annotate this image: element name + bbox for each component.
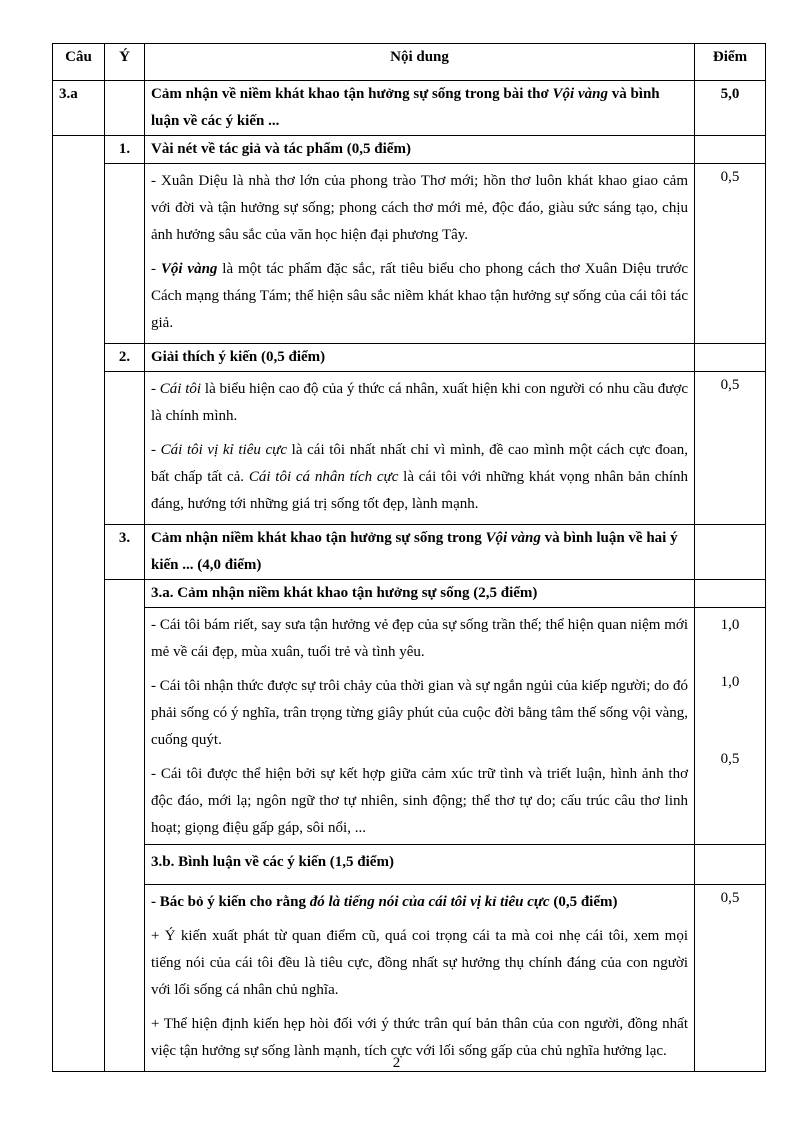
section-1-paragraph-1: - Xuân Diệu là nhà thơ lớn của phong trào Thơ mới; hồn thơ luôn khát khao giao cảm với đời và tận hưởng sự sống; phong cách thơ mới mẻ, độc đáo, giàu sức sáng tạo, chịu ảnh hưởng sâu sắc của văn học hiện đại phương Tây. <box>151 173 688 243</box>
section-3b-title: 3.b. Bình luận về các ý kiến (1,5 điểm) <box>145 845 695 885</box>
section-1-number: 1. <box>105 136 145 164</box>
section-1-content-row <box>53 164 766 344</box>
section-3b-content <box>145 885 695 1072</box>
section-3b-paragraph-2: + Ý kiến xuất phát từ quan điểm cũ, quá coi trọng cái ta mà coi nhẹ cái tôi, xem mọi tiếng nói của cái tôi đều là tiêu cực, đồng nhất sự hưởng thụ chính đáng của con người với lối sống cá nhân chủ nghĩa. <box>151 928 688 998</box>
section-1-paragraph-2: - Vội vàng là một tác phẩm đặc sắc, rất tiêu biểu cho phong cách thơ Xuân Diệu trước Cách mạng tháng Tám; thể hiện sâu sắc niềm khát khao tận hưởng sự sống của cái tôi tác giả. <box>151 261 688 331</box>
section-2-content-row <box>53 372 766 525</box>
page-number: 2 <box>392 1055 401 1071</box>
section-3-title-row <box>53 525 766 580</box>
answer-key-table <box>52 43 766 1072</box>
section-2-score: 0,5 <box>695 372 766 525</box>
section-3b-paragraph-3: + Thể hiện định kiến hẹp hòi đối với ý thức trân quí bản thân của con người, đồng nhất việc tận hưởng sự sống lành mạnh, tích cực với lối sống gấp của chủ nghĩa hưởng lạc. <box>151 1016 688 1059</box>
section-2-paragraph-1: - Cái tôi là biểu hiện cao độ của ý thức cá nhân, xuất hiện khi con người có nhu cầu được là chính mình. <box>151 381 688 424</box>
section-3a-content-row <box>53 608 766 845</box>
header-y: Ý <box>105 44 145 81</box>
section-1-content <box>145 164 695 344</box>
section-3a-score-1: 1,0 <box>720 617 740 633</box>
section-2-title: Giải thích ý kiến (0,5 điểm) <box>145 344 695 372</box>
section-3a-content <box>145 608 695 845</box>
section-3-title: Cảm nhận niềm khát khao tận hưởng sự sống trong Vội vàng và bình luận về hai ý kiến ... (4,0 điểm) <box>145 525 695 580</box>
question-title: Cảm nhận về niềm khát khao tận hưởng sự sống trong bài thơ Vội vàng và bình luận về các ý kiến ... <box>145 81 695 136</box>
section-3b-content-row <box>53 885 766 1072</box>
section-3a-paragraph-1: - Cái tôi bám riết, say sưa tận hưởng vẻ đẹp của sự sống trần thế; thể hiện quan niệm mới mẻ về cái đẹp, mùa xuân, tuổi trẻ và tình yêu. <box>151 617 688 660</box>
section-3a-title: 3.a. Cảm nhận niềm khát khao tận hưởng sự sống (2,5 điểm) <box>145 580 695 608</box>
section-3b-title-row <box>53 845 766 885</box>
section-1-score: 0,5 <box>695 164 766 344</box>
section-3a-title-row <box>53 580 766 608</box>
section-1-title: Vài nét về tác giả và tác phẩm (0,5 điểm) <box>145 136 695 164</box>
section-2-number: 2. <box>105 344 145 372</box>
section-3-number: 3. <box>105 525 145 580</box>
header-diem: Điểm <box>695 44 766 81</box>
header-cau: Câu <box>53 44 105 81</box>
section-3a-score-2: 1,0 <box>720 674 740 690</box>
section-2-content <box>145 372 695 525</box>
section-2-paragraph-2: - Cái tôi vị kỉ tiêu cực là cái tôi nhất nhất chỉ vì mình, đề cao mình một cách cực đoan, bất chấp tất cả. Cái tôi cá nhân tích cực là cái tôi với những khát vọng nhân bản chính đáng, hướng tới những giá trị sống tốt đẹp, lành mạnh. <box>151 442 689 512</box>
section-3b-paragraph-1: - Bác bỏ ý kiến cho rằng đó là tiếng nói của cái tôi vị kỉ tiêu cực (0,5 điểm) <box>151 894 618 910</box>
section-3a-paragraph-2: - Cái tôi nhận thức được sự trôi chảy của thời gian và sự ngắn ngủi của kiếp người; do đó phải sống có ý nghĩa, trân trọng từng giây phút của cuộc đời bằng tâm thế sống vội vàng, cuống quýt. <box>151 678 688 748</box>
section-3a-paragraph-3: - Cái tôi được thể hiện bởi sự kết hợp giữa cảm xúc trữ tình và triết luận, hình ảnh thơ độc đáo, mới lạ; ngôn ngữ thơ tự nhiên, sinh động; thể thơ tự do; cấu trúc câu thơ linh hoạt; giọng điệu gấp gáp, sôi nổi, ... <box>151 766 688 836</box>
table-header-row <box>53 44 766 81</box>
section-3a-score-3: 0,5 <box>720 751 740 767</box>
section-3b-score: 0,5 <box>695 885 766 1072</box>
question-label: 3.a <box>53 81 105 136</box>
header-noi-dung: Nội dung <box>145 44 695 81</box>
question-row <box>53 81 766 136</box>
section-2-title-row <box>53 344 766 372</box>
question-score: 5,0 <box>695 81 766 136</box>
section-3a-scores <box>695 608 766 845</box>
section-1-title-row <box>53 136 766 164</box>
